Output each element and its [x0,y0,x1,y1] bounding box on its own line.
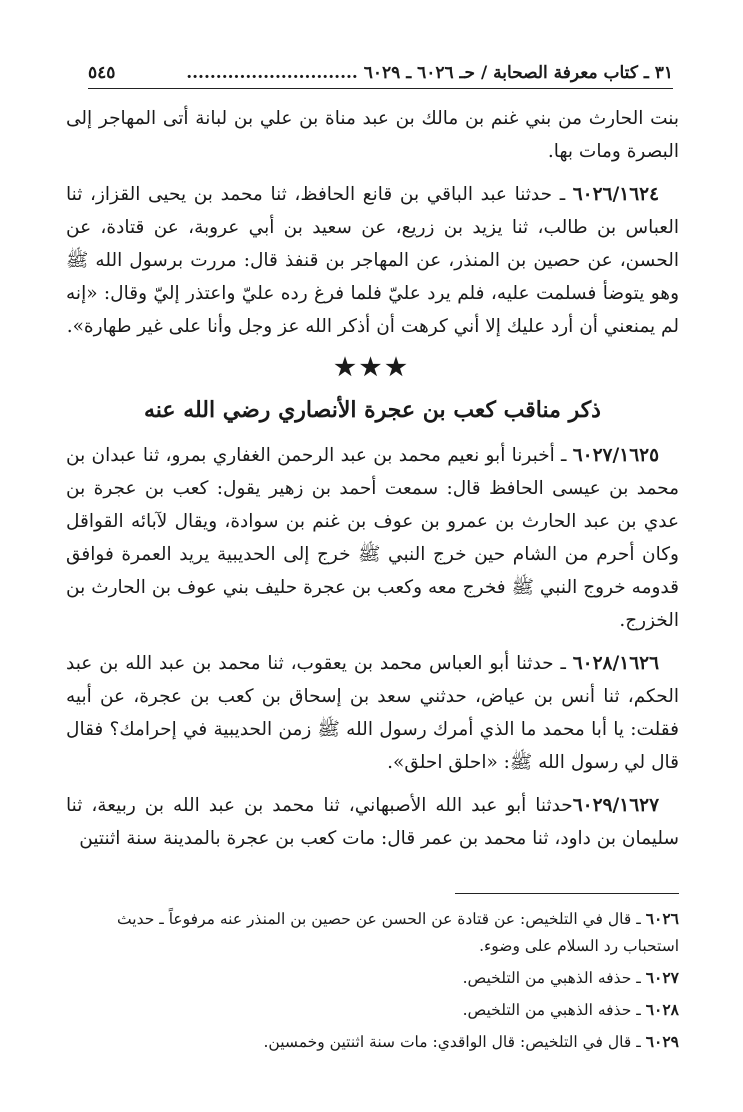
footnote-number: ٦٠٢٩ [645,1032,679,1051]
section-separator-stars: ★★★ [334,352,411,381]
footnote-text: ـ حذفه الذهبي من التلخيص. [462,969,646,987]
hadith-6027 [66,439,679,637]
footnote [66,905,679,960]
hadith-number: ٦٠٢٦/١٦٢٤ [572,184,659,205]
hadith-6028 [66,647,679,779]
header-divider [88,88,673,89]
hadith-6029 [66,789,679,855]
hadith-text: ـ أخبرنا أبو نعيم محمد بن عبد الرحمن الغفاري بمرو، ثنا عبدان بن محمد بن عيسى الحافظ قال: سمعت أحمد بن زهير يقول: كعب بن عجرة بن عدي بن عبد الحارث بن عمرو بن عوف بن غنم بن سوادة، ويقال لآبائه القواقل وكان أحرم من الشام حين خرج النبي ﷺ خرج إلى الحديبية يريد العمرة فوافق قدومه خروج النبي ﷺ فخرج معه وكعب بن عجرة حليف بني عوف بن الحارث بن الخزرج. [66,445,679,631]
hadith-6026 [66,178,679,343]
hadith-number: ٦٠٢٧/١٦٢٥ [572,445,659,466]
footnote [66,1028,679,1056]
hadith-number: ٦٠٢٩/١٦٢٧ [572,795,659,816]
footnote-text: ـ قال في التلخيص: قال الواقدي: مات سنة اثنتين وخمسين. [263,1033,646,1051]
page-number: ٥٤٥ [88,63,116,83]
footnote [66,996,679,1024]
intro-paragraph: بنت الحارث من بني غنم بن مالك بن عبد مناة بن علي بن لبانة أتى المهاجر إلى البصرة ومات بها. [66,108,679,162]
main-text [66,102,679,865]
header-title: ٣١ ـ كتاب معرفة الصحابة / حـ ٦٠٢٦ ـ ٦٠٢٩ ............................. [186,63,673,83]
footnote-text: ـ حذفه الذهبي من التلخيص. [462,1001,646,1019]
hadith-text: ـ حدثنا أبو العباس محمد بن يعقوب، ثنا محمد بن عبد الله بن عبد الحكم، ثنا أنس بن عياض، حدثني سعد بن إسحاق بن كعب بن عجرة، عن أبيه فقلت: يا أبا محمد ما الذي أمرك رسول الله ﷺ زمن الحديبية في إحرامك؟ فقال قال لي رسول الله ﷺ: «احلق احلق». [66,653,679,773]
footnotes [66,905,679,1060]
footnote [66,964,679,992]
hadith-text: ـ حدثنا عبد الباقي بن قانع الحافظ، ثنا محمد بن يحيى القزاز، ثنا العباس بن طالب، ثنا يزيد بن زريع، عن سعيد بن أبي عروبة، عن قتادة، عن الحسن، عن حصين بن المنذر، عن المهاجر بن قنفذ قال: مررت برسول الله ﷺ وهو يتوضأ فسلمت عليه، فلم يرد عليّ فلما فرغ رده عليّ واعتذر إليّ وقال: «إنه لم يمنعني أن أرد عليك إلا أني كرهت أن أذكر الله عز وجل وأنا على غير طهارة». [66,184,679,337]
hadith-number: ٦٠٢٨/١٦٢٦ [572,653,659,674]
footnote-divider [455,893,679,894]
running-header [88,60,673,86]
footnote-number: ٦٠٢٦ [645,909,679,928]
hadith-text: حدثنا أبو عبد الله الأصبهاني، ثنا محمد بن عبد الله بن ربيعة، ثنا سليمان بن داود، ثنا محمد بن عمر قال: مات كعب بن عجرة بالمدينة سنة اثنتين [66,795,679,849]
footnote-text: ـ قال في التلخيص: عن قتادة عن الحسن عن حصين بن المنذر عنه مرفوعاً ـ حديث استحباب رد السلام على وضوء. [117,910,679,955]
section-title: ذكر مناقب كعب بن عجرة الأنصاري رضي الله عنه [144,397,601,423]
footnote-number: ٦٠٢٧ [645,968,679,987]
footnote-number: ٦٠٢٨ [645,1000,679,1019]
